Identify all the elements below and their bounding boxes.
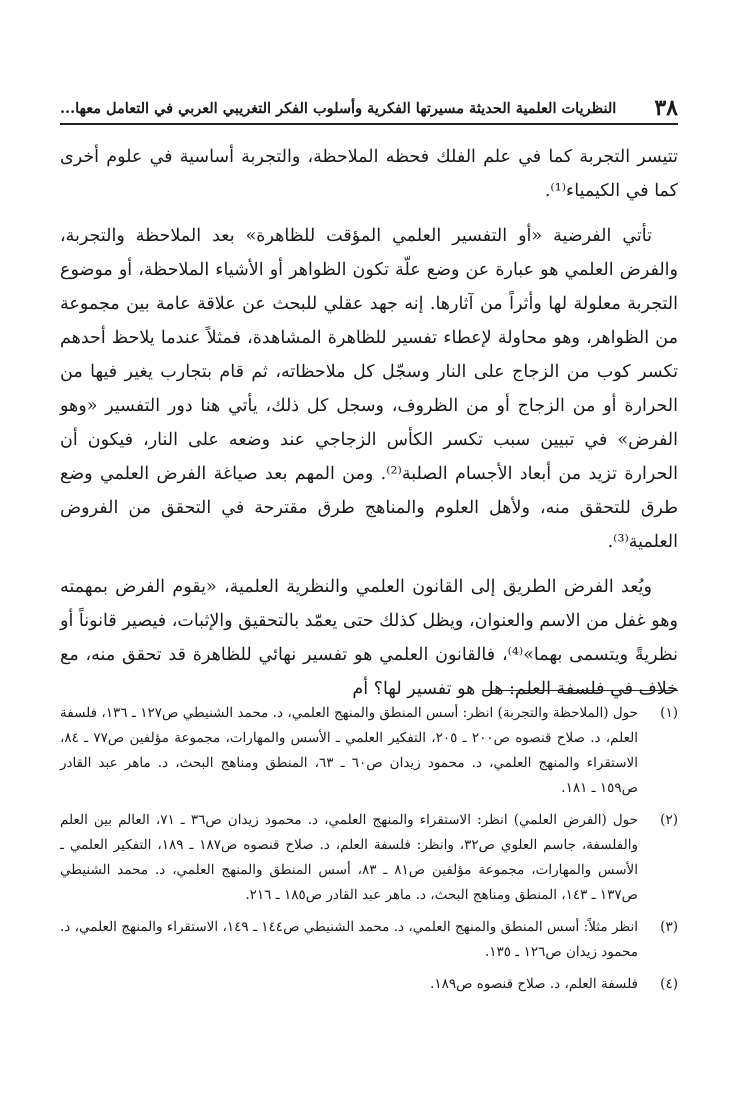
paragraph: ويُعد الفرض الطريق إلى القانون العلمي والنظرية العلمية، «يقوم الفرض بمهمته وهو غفل من الاسم والعنوان، ويظل كذلك حتى يعمّد بالتحقيق والإثبات، فيصير قانوناً أو نظريةً ويتسمى بهما»⁽⁴⁾، فالقانون العلمي هو تفسير نهائي للظاهرة قد تحقق منه، مع خلاف في فلسفة العلم: هل هو تفسير لها؟ أم — [60, 577, 678, 699]
footnote — [60, 808, 678, 908]
footnote — [60, 701, 678, 801]
paragraph: تأتي الفرضية «أو التفسير العلمي المؤقت للظاهرة» بعد الملاحظة والتجربة، والفرض العلمي هو عبارة عن وضع علّة تكون الظواهر أو الأشياء الملاحظة، أو موضوع التجربة معلولة لها وأثراً من آثارها. إنه جهد عقلي للبحث عن علاقة عامة بين مجموعة من الظواهر، وهو محاولة لإعطاء تفسير للظاهرة المشاهدة، فمثلاً عندما يلاحظ أحدهم تكسر كوب من الزجاج على النار وسجّل كل ملاحظاته، ثم قام بتجارب يغير فيها من الحرارة أو من الزجاج أو من الظروف، وسجل كل ذلك، يأتي هنا دور التفسير «وهو الفرض» في تبيين سبب تكسر الكأس الزجاجي عند وضعه على النار، فيكون أن الحرارة تزيد من أبعاد الأجسام الصلبة⁽²⁾. ومن المهم بعد صياغة الفرض العلمي وضع طرق للتحقق منه، ولأهل العلوم والمناهج طرق مقترحة في التحقق من الفروض العلمية⁽³⁾. — [60, 226, 679, 552]
body-text — [60, 140, 678, 717]
footnote — [60, 915, 678, 965]
footnote-separator — [482, 690, 678, 691]
footnote-text: فلسفة العلم، د. صلاح قنصوه ص١٨٩. — [430, 976, 638, 992]
footnote — [60, 972, 678, 997]
footnotes — [60, 701, 678, 1004]
footnote-text: حول (الفرض العلمي) انظر: الاستقراء والمنهج العلمي، د. محمود زيدان ص٣٦ ـ ٧١، العالم بين العلم والفلسفة، جاسم العلوي ص٣٢، وانظر: فلسفة العلم، د. صلاح قنصوه ص١٨٧ ـ ١٨٩، التفكير العلمي ـ الأسس والمهارات، مجموعة مؤلفين ص٨١ ـ ٨٣، أسس المنطق والمنهج العلمي، د. محمد الشنيطي ص١٣٧ ـ ١٤٣، المنطق ومناهج البحث، د. ماهر عبد القادر ص١٨٥ ـ ٢١٦. — [60, 812, 639, 903]
running-title: النظريات العلمية الحديثة مسيرتها الفكرية وأسلوب الفكر التغريبي العربي في التعامل معها... — [60, 99, 617, 117]
footnote-text: انظر مثلاً: أسس المنطق والمنهج العلمي، د. محمد الشنيطي ص١٤٤ ـ ١٤٩، الاستقراء والمنهج العلمي، د. محمود زيدان ص١٢٦ ـ ١٣٥. — [60, 919, 638, 960]
footnote-number: (٢) — [660, 812, 678, 828]
paragraph: تتيسر التجربة كما في علم الفلك فحظه الملاحظة، والتجربة أساسية في علوم أخرى كما في الكيمياء⁽¹⁾. — [60, 147, 678, 201]
page-header — [60, 93, 678, 125]
footnote-number: (٤) — [660, 976, 678, 992]
page-number: ٣٨ — [654, 95, 678, 121]
footnote-number: (٣) — [660, 919, 678, 935]
footnote-text: حول (الملاحظة والتجربة) انظر: أسس المنطق والمنهج العلمي، د. محمد الشنيطي ص١٢٧ ـ ١٣٦، فلسفة العلم، د. صلاح قنصوه ص٢٠٠ ـ ٢٠٥، التفكير العلمي ـ الأسس والمهارات، مجموعة مؤلفين ص٧٧ ـ ٨٤، الاستقراء والمنهج العلمي، د. محمود زيدان ص٦٠ ـ ٦٣، المنطق ومناهج البحث، د. ماهر عبد القادر ص١٥٩ ـ ١٨١. — [60, 705, 638, 796]
footnote-number: (١) — [660, 705, 678, 721]
